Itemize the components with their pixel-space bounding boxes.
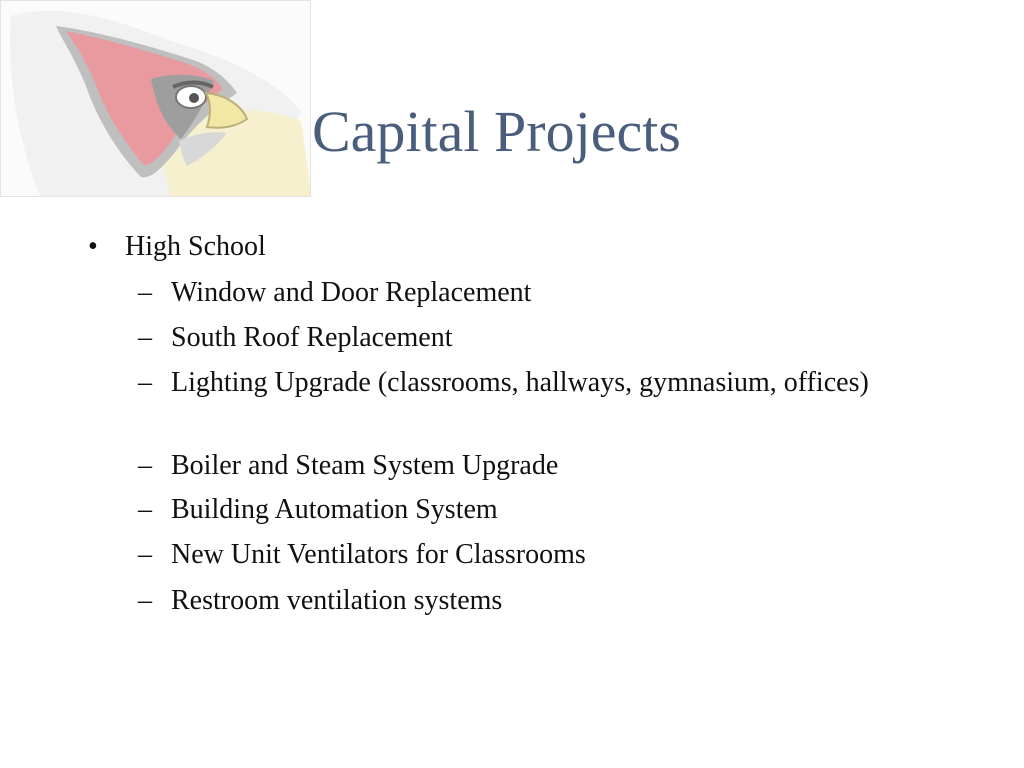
dash-marker: – xyxy=(138,322,152,353)
bullet-high-school xyxy=(88,228,266,266)
sub-bullet-text: Building Automation System xyxy=(171,494,498,525)
sub-bullet-text: Restroom ventilation systems xyxy=(171,585,503,616)
sub-bullet-text: New Unit Ventilators for Classrooms xyxy=(171,539,586,570)
dash-marker: – xyxy=(138,367,152,398)
bullet-label: High School xyxy=(125,231,266,262)
sub-bullet-text: South Roof Replacement xyxy=(171,322,453,353)
sub-bullet-text: Boiler and Steam System Upgrade xyxy=(171,450,559,481)
sub-bullet-text: Lighting Upgrade (classrooms, hallways, gymnasium, offices) xyxy=(171,367,869,398)
sub-bullet-text: Window and Door Replacement xyxy=(171,277,532,308)
dash-marker: – xyxy=(138,585,152,616)
dash-marker: – xyxy=(138,539,152,570)
slide-title: Capital Projects xyxy=(312,99,681,164)
dash-marker: – xyxy=(138,450,152,481)
dash-marker: – xyxy=(138,494,152,525)
dash-marker: – xyxy=(138,277,152,308)
bullet-marker: • xyxy=(88,231,98,262)
